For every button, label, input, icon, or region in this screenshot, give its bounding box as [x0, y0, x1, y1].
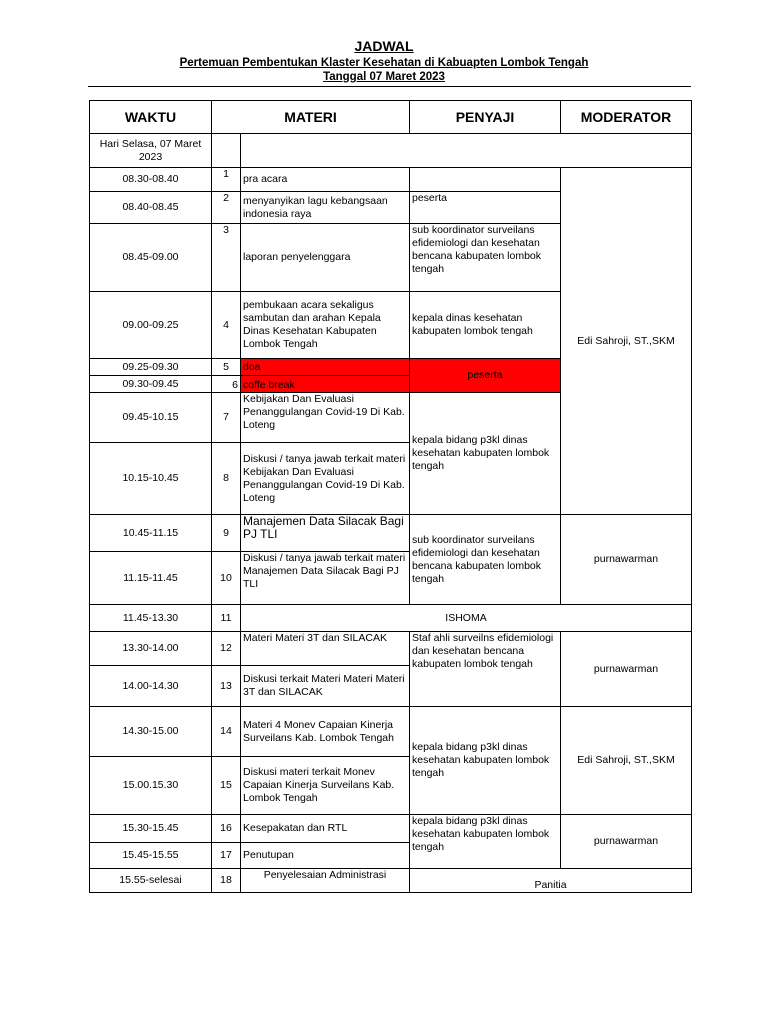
time-cell: 10.45-11.15: [90, 515, 212, 552]
number-cell: 8: [212, 443, 241, 515]
time-cell: 15.30-15.45: [90, 815, 212, 843]
materi-cell: pembukaan acara sekaligus sambutan dan arahan Kepala Dinas Kesehatan Kabupaten Lombok Tengah: [241, 292, 410, 359]
number-cell: 17: [212, 843, 241, 869]
materi-cell: laporan penyelenggara: [241, 224, 410, 292]
time-cell: 11.15-11.45: [90, 552, 212, 605]
moderator-cell: Edi Sahroji, ST.,SKM: [561, 707, 692, 815]
materi-cell: Diskusi / tanya jawab terkait materi Kebijakan Dan Evaluasi Penanggulangan Covid-19 Di Kab. Loteng: [241, 443, 410, 515]
penyaji-cell: [410, 168, 561, 192]
number-cell: 15: [212, 757, 241, 815]
schedule-subtitle: Pertemuan Pembentukan Klaster Kesehatan di Kabuapten Lombok Tengah: [179, 57, 589, 69]
time-cell: 15.00.15.30: [90, 757, 212, 815]
col-header-penyaji: PENYAJI: [410, 101, 561, 134]
penyaji-cell: Panitia: [410, 869, 692, 893]
number-cell: 12: [212, 632, 241, 666]
penyaji-cell: sub koordinator surveilans efidemiologi dan kesehatan bencana kabupaten lombok tengah: [410, 224, 561, 292]
materi-cell: coffe break: [241, 376, 410, 393]
schedule-table: [89, 100, 692, 893]
number-cell: 2: [212, 192, 241, 224]
col-header-waktu: WAKTU: [90, 101, 212, 134]
empty-cell: [212, 134, 241, 168]
table-row: [90, 515, 692, 552]
moderator-cell: purnawarman: [561, 515, 692, 605]
moderator-cell: Edi Sahroji, ST.,SKM: [561, 168, 692, 515]
table-row: [90, 605, 692, 632]
table-row: [90, 632, 692, 666]
schedule-title: JADWAL: [354, 38, 414, 54]
day-row: [90, 134, 692, 168]
col-header-moderator: MODERATOR: [561, 101, 692, 134]
penyaji-cell: kepala bidang p3kl dinas kesehatan kabupaten lombok tengah: [410, 707, 561, 815]
time-cell: 14.30-15.00: [90, 707, 212, 757]
time-cell: 09.00-09.25: [90, 292, 212, 359]
number-cell: 10: [212, 552, 241, 605]
number-cell: 7: [212, 393, 241, 443]
header-divider: [88, 86, 691, 87]
moderator-cell: purnawarman: [561, 632, 692, 707]
time-cell: 15.45-15.55: [90, 843, 212, 869]
materi-cell: Diskusi terkait Materi Materi Materi 3T dan SILACAK: [241, 666, 410, 707]
materi-cell: Penyelesaian Administrasi: [241, 869, 410, 893]
number-cell: 13: [212, 666, 241, 707]
time-cell: 15.55-selesai: [90, 869, 212, 893]
number-cell: 6: [212, 376, 241, 393]
penyaji-cell: Staf ahli surveilns efidemiologi dan kesehatan bencana kabupaten lombok tengah: [410, 632, 561, 707]
number-cell: 16: [212, 815, 241, 843]
break-cell: ISHOMA: [241, 605, 692, 632]
materi-cell: pra acara: [241, 168, 410, 192]
materi-cell: menyanyikan lagu kebangsaan indonesia raya: [241, 192, 410, 224]
materi-cell: Manajemen Data Silacak Bagi PJ TLI: [241, 515, 410, 552]
time-cell: 08.30-08.40: [90, 168, 212, 192]
moderator-cell: purnawarman: [561, 815, 692, 869]
col-header-materi: MATERI: [212, 101, 410, 134]
time-cell: 09.30-09.45: [90, 376, 212, 393]
table-row: [90, 815, 692, 843]
table-row: [90, 707, 692, 757]
schedule-date: Tanggal 07 Maret 2023: [323, 71, 445, 83]
day-label: Hari Selasa, 07 Maret 2023: [90, 134, 212, 168]
time-cell: 08.45-09.00: [90, 224, 212, 292]
materi-cell: Materi Materi 3T dan SILACAK: [241, 632, 410, 666]
number-cell: 18: [212, 869, 241, 893]
materi-cell: doa: [241, 359, 410, 376]
materi-cell: Diskusi / tanya jawab terkait materi Manajemen Data Silacak Bagi PJ TLI: [241, 552, 410, 605]
number-cell: 11: [212, 605, 241, 632]
time-cell: 11.45-13.30: [90, 605, 212, 632]
number-cell: 1: [212, 168, 241, 192]
number-cell: 9: [212, 515, 241, 552]
time-cell: 14.00-14.30: [90, 666, 212, 707]
time-cell: 09.25-09.30: [90, 359, 212, 376]
time-cell: 09.45-10.15: [90, 393, 212, 443]
number-cell: 4: [212, 292, 241, 359]
time-cell: 10.15-10.45: [90, 443, 212, 515]
table-row: [90, 168, 692, 192]
table-row: [90, 869, 692, 893]
penyaji-cell: peserta: [410, 359, 561, 393]
number-cell: 14: [212, 707, 241, 757]
time-cell: 13.30-14.00: [90, 632, 212, 666]
materi-cell: Kebijakan Dan Evaluasi Penanggulangan Covid-19 Di Kab. Loteng: [241, 393, 410, 443]
empty-cell: [241, 134, 692, 168]
materi-cell: Materi 4 Monev Capaian Kinerja Surveilans Kab. Lombok Tengah: [241, 707, 410, 757]
table-header-row: [90, 101, 692, 134]
penyaji-cell: peserta: [410, 192, 561, 224]
penyaji-cell: sub koordinator surveilans efidemiologi dan kesehatan bencana kabupaten lombok tengah: [410, 515, 561, 605]
time-cell: 08.40-08.45: [90, 192, 212, 224]
number-cell: 5: [212, 359, 241, 376]
penyaji-cell: kepala bidang p3kl dinas kesehatan kabupaten lombok tengah: [410, 815, 561, 869]
penyaji-cell: kepala bidang p3kl dinas kesehatan kabupaten lombok tengah: [410, 393, 561, 515]
materi-cell: Penutupan: [241, 843, 410, 869]
materi-cell: Kesepakatan dan RTL: [241, 815, 410, 843]
penyaji-cell: kepala dinas kesehatan kabupaten lombok tengah: [410, 292, 561, 359]
number-cell: 3: [212, 224, 241, 292]
materi-cell: Diskusi materi terkait Monev Capaian Kinerja Surveilans Kab. Lombok Tengah: [241, 757, 410, 815]
